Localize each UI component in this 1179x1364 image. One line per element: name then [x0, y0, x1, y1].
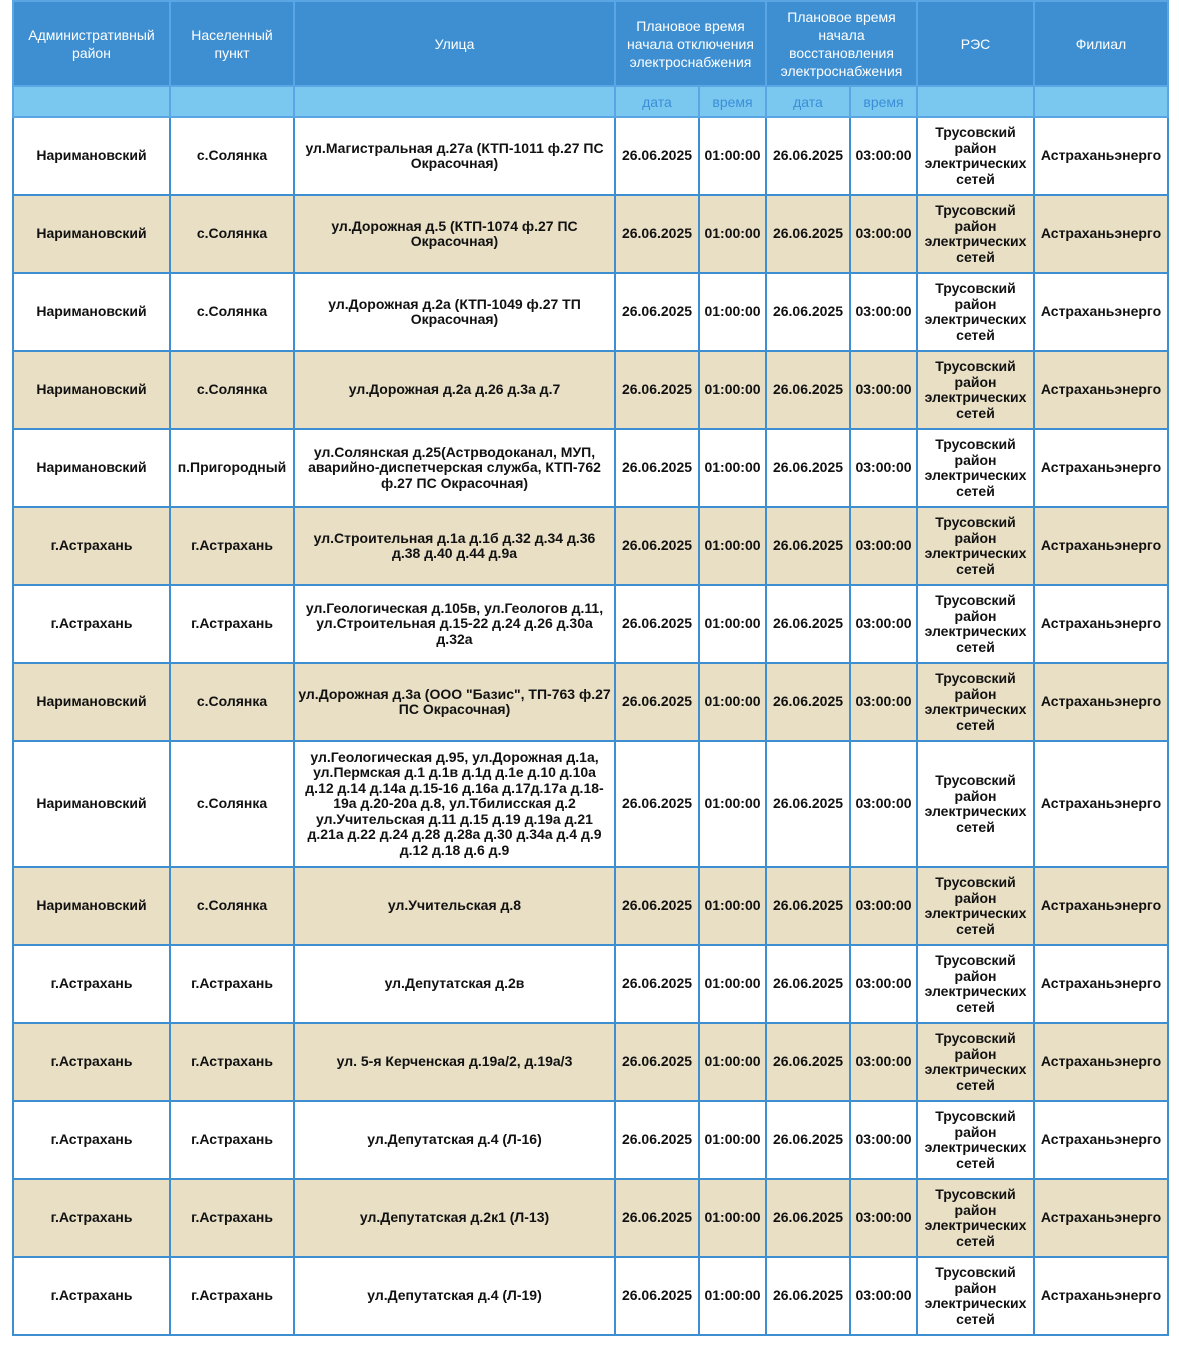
cell-street: ул.Геологическая д.105в, ул.Геологов д.11, ул.Строительная д.15-22 д.24 д.26 д.30а д.32а [294, 585, 615, 663]
cell-district: Наримановский [13, 351, 170, 429]
cell-settlement: с.Солянка [170, 273, 294, 351]
cell-off-time: 01:00:00 [699, 507, 766, 585]
subheader-empty [13, 86, 170, 117]
cell-on-time: 03:00:00 [850, 351, 917, 429]
table-row [13, 117, 1168, 195]
cell-res: Трусовский район электрических сетей [917, 429, 1034, 507]
table-row [13, 1179, 1168, 1257]
cell-on-date: 26.06.2025 [766, 1257, 850, 1335]
cell-branch: Астраханьэнерго [1034, 195, 1168, 273]
cell-branch: Астраханьэнерго [1034, 117, 1168, 195]
cell-district: г.Астрахань [13, 507, 170, 585]
cell-district: Наримановский [13, 195, 170, 273]
cell-branch: Астраханьэнерго [1034, 351, 1168, 429]
cell-on-time: 03:00:00 [850, 1257, 917, 1335]
cell-on-date: 26.06.2025 [766, 1179, 850, 1257]
cell-district: Наримановский [13, 663, 170, 741]
cell-on-time: 03:00:00 [850, 945, 917, 1023]
subheader-on-time: время [850, 86, 917, 117]
cell-on-time: 03:00:00 [850, 195, 917, 273]
cell-on-time: 03:00:00 [850, 741, 917, 867]
cell-res: Трусовский район электрических сетей [917, 351, 1034, 429]
cell-off-date: 26.06.2025 [615, 663, 699, 741]
cell-district: г.Астрахань [13, 1101, 170, 1179]
cell-settlement: г.Астрахань [170, 1023, 294, 1101]
cell-on-date: 26.06.2025 [766, 507, 850, 585]
cell-district: Наримановский [13, 117, 170, 195]
cell-res: Трусовский район электрических сетей [917, 1179, 1034, 1257]
cell-off-time: 01:00:00 [699, 351, 766, 429]
table-row [13, 741, 1168, 867]
cell-district: г.Астрахань [13, 945, 170, 1023]
cell-off-time: 01:00:00 [699, 1101, 766, 1179]
cell-off-date: 26.06.2025 [615, 507, 699, 585]
cell-res: Трусовский район электрических сетей [917, 663, 1034, 741]
table-row [13, 351, 1168, 429]
cell-street: ул.Депутатская д.2в [294, 945, 615, 1023]
table-row [13, 585, 1168, 663]
subheader-empty [170, 86, 294, 117]
cell-off-time: 01:00:00 [699, 1257, 766, 1335]
cell-branch: Астраханьэнерго [1034, 867, 1168, 945]
table-row [13, 195, 1168, 273]
header-settlement: Населенный пункт [170, 1, 294, 86]
cell-res: Трусовский район электрических сетей [917, 1101, 1034, 1179]
cell-on-time: 03:00:00 [850, 867, 917, 945]
table-row [13, 1023, 1168, 1101]
cell-settlement: г.Астрахань [170, 585, 294, 663]
cell-on-time: 03:00:00 [850, 507, 917, 585]
cell-on-time: 03:00:00 [850, 1023, 917, 1101]
cell-off-time: 01:00:00 [699, 741, 766, 867]
cell-on-time: 03:00:00 [850, 663, 917, 741]
cell-district: г.Астрахань [13, 1023, 170, 1101]
cell-res: Трусовский район электрических сетей [917, 1257, 1034, 1335]
cell-district: г.Астрахань [13, 1257, 170, 1335]
cell-district: г.Астрахань [13, 1179, 170, 1257]
cell-district: Наримановский [13, 273, 170, 351]
cell-off-date: 26.06.2025 [615, 429, 699, 507]
table-row [13, 1101, 1168, 1179]
cell-settlement: с.Солянка [170, 663, 294, 741]
cell-settlement: г.Астрахань [170, 507, 294, 585]
cell-off-date: 26.06.2025 [615, 1257, 699, 1335]
header-branch: Филиал [1034, 1, 1168, 86]
cell-on-time: 03:00:00 [850, 429, 917, 507]
subheader-off-time: время [699, 86, 766, 117]
cell-district: Наримановский [13, 867, 170, 945]
cell-res: Трусовский район электрических сетей [917, 741, 1034, 867]
cell-street: ул.Магистральная д.27а (КТП-1011 ф.27 ПС Окрасочная) [294, 117, 615, 195]
cell-off-time: 01:00:00 [699, 867, 766, 945]
cell-settlement: г.Астрахань [170, 945, 294, 1023]
cell-res: Трусовский район электрических сетей [917, 273, 1034, 351]
table-row [13, 1257, 1168, 1335]
table-row [13, 507, 1168, 585]
cell-street: ул.Дорожная д.5 (КТП-1074 ф.27 ПС Окрасочная) [294, 195, 615, 273]
cell-settlement: г.Астрахань [170, 1101, 294, 1179]
table-row [13, 945, 1168, 1023]
cell-street: ул.Строительная д.1а д.1б д.32 д.34 д.36 д.38 д.40 д.44 д.9а [294, 507, 615, 585]
cell-street: ул.Депутатская д.4 (Л-19) [294, 1257, 615, 1335]
cell-branch: Астраханьэнерго [1034, 507, 1168, 585]
cell-res: Трусовский район электрических сетей [917, 507, 1034, 585]
cell-off-time: 01:00:00 [699, 663, 766, 741]
subheader-on-date: дата [766, 86, 850, 117]
subheader-empty [917, 86, 1034, 117]
cell-off-time: 01:00:00 [699, 429, 766, 507]
cell-settlement: с.Солянка [170, 117, 294, 195]
cell-settlement: г.Астрахань [170, 1179, 294, 1257]
cell-on-time: 03:00:00 [850, 1179, 917, 1257]
cell-off-time: 01:00:00 [699, 195, 766, 273]
table-row [13, 867, 1168, 945]
cell-branch: Астраханьэнерго [1034, 1179, 1168, 1257]
cell-street: ул.Дорожная д.3а (ООО "Базис", ТП-763 ф.27 ПС Окрасочная) [294, 663, 615, 741]
cell-off-date: 26.06.2025 [615, 273, 699, 351]
subheader-empty [294, 86, 615, 117]
cell-settlement: с.Солянка [170, 741, 294, 867]
table-body [13, 117, 1168, 1335]
table-row [13, 429, 1168, 507]
header-res: РЭС [917, 1, 1034, 86]
cell-district: г.Астрахань [13, 585, 170, 663]
cell-off-date: 26.06.2025 [615, 195, 699, 273]
cell-settlement: с.Солянка [170, 195, 294, 273]
cell-off-date: 26.06.2025 [615, 117, 699, 195]
cell-branch: Астраханьэнерго [1034, 1023, 1168, 1101]
cell-off-date: 26.06.2025 [615, 867, 699, 945]
cell-street: ул.Геологическая д.95, ул.Дорожная д.1а, ул.Пермская д.1 д.1в д.1д д.1е д.10 д.10а д.12 д.14 д.14а д.15-16 д.16а д.17д.17а д.18-19а д.20-20а д.8, ул.Тбилисская д.2 ул.Учительская д.11 д.15 д.19 д.19а д.21 д.21а д.22 д.24 д.28 д.28а д.30 д.34а д.4 д.9 д.12 д.18 д.6 д.9 [294, 741, 615, 867]
cell-branch: Астраханьэнерго [1034, 741, 1168, 867]
cell-on-date: 26.06.2025 [766, 741, 850, 867]
cell-off-time: 01:00:00 [699, 945, 766, 1023]
subheader-off-date: дата [615, 86, 699, 117]
cell-on-date: 26.06.2025 [766, 429, 850, 507]
cell-branch: Астраханьэнерго [1034, 663, 1168, 741]
cell-settlement: г.Астрахань [170, 1257, 294, 1335]
cell-on-date: 26.06.2025 [766, 273, 850, 351]
cell-settlement: п.Пригородный [170, 429, 294, 507]
header-street: Улица [294, 1, 615, 86]
cell-res: Трусовский район электрических сетей [917, 1023, 1034, 1101]
cell-on-time: 03:00:00 [850, 1101, 917, 1179]
cell-on-date: 26.06.2025 [766, 585, 850, 663]
cell-off-time: 01:00:00 [699, 273, 766, 351]
cell-street: ул.Солянская д.25(Астрводоканал, МУП, аварийно-диспетчерская служба, КТП-762 ф.27 ПС Окрасочная) [294, 429, 615, 507]
outage-schedule-table [12, 0, 1169, 1336]
cell-off-date: 26.06.2025 [615, 1101, 699, 1179]
cell-off-date: 26.06.2025 [615, 741, 699, 867]
cell-off-date: 26.06.2025 [615, 1023, 699, 1101]
cell-res: Трусовский район электрических сетей [917, 867, 1034, 945]
cell-on-time: 03:00:00 [850, 117, 917, 195]
cell-res: Трусовский район электрических сетей [917, 195, 1034, 273]
table-header [13, 1, 1168, 117]
cell-on-date: 26.06.2025 [766, 351, 850, 429]
cell-district: Наримановский [13, 741, 170, 867]
cell-street: ул.Учительская д.8 [294, 867, 615, 945]
cell-on-date: 26.06.2025 [766, 945, 850, 1023]
header-off-time: Плановое время начала отключения электроснабжения [615, 1, 766, 86]
header-on-time: Плановое время начала восстановления электроснабжения [766, 1, 917, 86]
cell-branch: Астраханьэнерго [1034, 1257, 1168, 1335]
cell-settlement: с.Солянка [170, 867, 294, 945]
cell-settlement: с.Солянка [170, 351, 294, 429]
cell-street: ул. 5-я Керченская д.19а/2, д.19а/3 [294, 1023, 615, 1101]
cell-off-date: 26.06.2025 [615, 585, 699, 663]
cell-on-date: 26.06.2025 [766, 663, 850, 741]
cell-branch: Астраханьэнерго [1034, 273, 1168, 351]
table-row [13, 273, 1168, 351]
cell-on-date: 26.06.2025 [766, 1023, 850, 1101]
cell-street: ул.Депутатская д.2к1 (Л-13) [294, 1179, 615, 1257]
cell-street: ул.Дорожная д.2а (КТП-1049 ф.27 ТП Окрасочная) [294, 273, 615, 351]
cell-branch: Астраханьэнерго [1034, 429, 1168, 507]
cell-on-date: 26.06.2025 [766, 867, 850, 945]
cell-branch: Астраханьэнерго [1034, 585, 1168, 663]
table-row [13, 663, 1168, 741]
cell-on-time: 03:00:00 [850, 585, 917, 663]
cell-off-time: 01:00:00 [699, 585, 766, 663]
cell-street: ул.Депутатская д.4 (Л-16) [294, 1101, 615, 1179]
cell-district: Наримановский [13, 429, 170, 507]
cell-on-date: 26.06.2025 [766, 1101, 850, 1179]
cell-off-date: 26.06.2025 [615, 1179, 699, 1257]
cell-res: Трусовский район электрических сетей [917, 117, 1034, 195]
cell-res: Трусовский район электрических сетей [917, 585, 1034, 663]
cell-branch: Астраханьэнерго [1034, 1101, 1168, 1179]
header-district: Административный район [13, 1, 170, 86]
cell-off-time: 01:00:00 [699, 1179, 766, 1257]
cell-branch: Астраханьэнерго [1034, 945, 1168, 1023]
cell-on-date: 26.06.2025 [766, 117, 850, 195]
cell-off-date: 26.06.2025 [615, 945, 699, 1023]
cell-res: Трусовский район электрических сетей [917, 945, 1034, 1023]
cell-off-time: 01:00:00 [699, 1023, 766, 1101]
cell-off-time: 01:00:00 [699, 117, 766, 195]
cell-street: ул.Дорожная д.2а д.26 д.3а д.7 [294, 351, 615, 429]
cell-on-date: 26.06.2025 [766, 195, 850, 273]
cell-off-date: 26.06.2025 [615, 351, 699, 429]
subheader-empty [1034, 86, 1168, 117]
cell-on-time: 03:00:00 [850, 273, 917, 351]
